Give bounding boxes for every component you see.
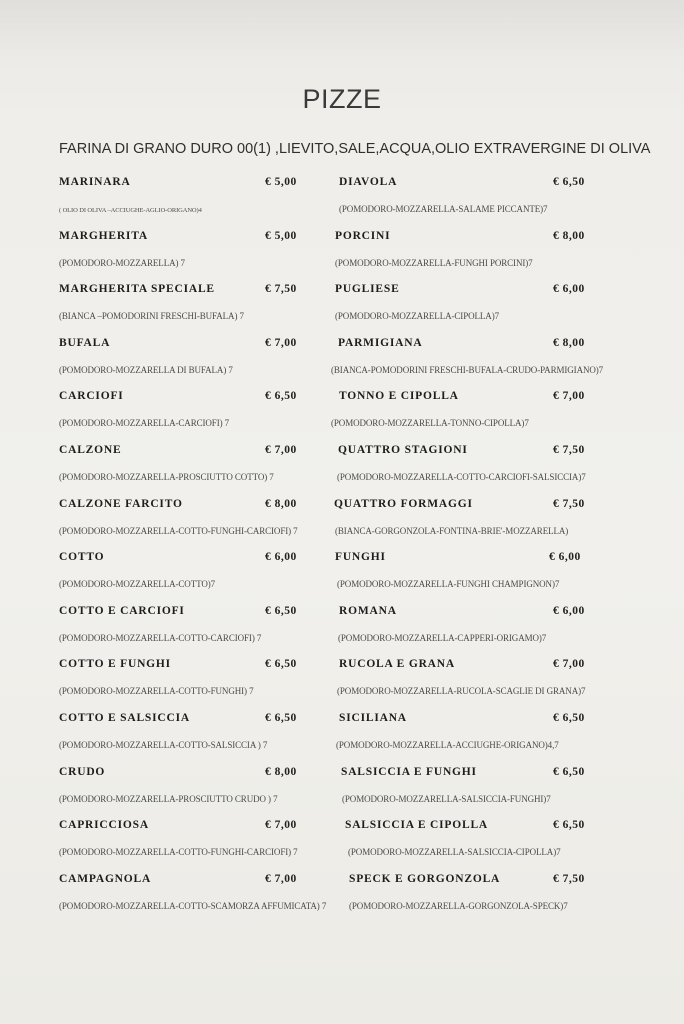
pizza-name: CAPRICCIOSA bbox=[59, 819, 149, 832]
pizza-name: ROMANA bbox=[339, 604, 397, 617]
pizza-price: € 7,00 bbox=[265, 443, 297, 456]
page-title: PIZZE bbox=[302, 84, 382, 114]
pizza-ingredients: (POMODORO-MOZZARELLA-COTTO-CARCIOFI-SALSICCIA)7 bbox=[337, 471, 586, 482]
menu-item bbox=[331, 277, 631, 331]
menu-item bbox=[59, 224, 309, 278]
menu-item bbox=[59, 867, 327, 921]
pizza-name: CARCIOFI bbox=[59, 390, 124, 403]
pizza-name: SPECK E GORGONZOLA bbox=[349, 872, 501, 885]
menu-item bbox=[331, 170, 631, 224]
pizza-price: € 7,50 bbox=[265, 283, 297, 296]
pizza-name: BUFALA bbox=[59, 336, 111, 349]
pizza-ingredients: (POMODORO-MOZZARELLA) 7 bbox=[59, 257, 185, 268]
pizza-ingredients: (POMODORO-MOZZARELLA-COTTO)7 bbox=[59, 579, 216, 590]
pizza-name: DIAVOLA bbox=[339, 176, 398, 188]
pizza-name: COTTO bbox=[59, 551, 105, 564]
pizza-ingredients: (POMODORO-MOZZARELLA-COTTO-FUNGHI) 7 bbox=[59, 686, 254, 697]
menu-item bbox=[331, 706, 631, 760]
pizza-price: € 6,50 bbox=[553, 711, 585, 724]
menu-item bbox=[59, 277, 309, 331]
menu-item bbox=[59, 492, 309, 546]
pizza-price: € 6,50 bbox=[553, 819, 585, 832]
pizza-name: COTTO E FUNGHI bbox=[59, 658, 171, 671]
pizza-ingredients: (POMODORO-MOZZARELLA-CAPPERI-ORIGAMO)7 bbox=[338, 632, 547, 643]
pizza-price: € 7,00 bbox=[265, 336, 297, 349]
menu-item bbox=[331, 331, 631, 385]
pizza-name: COTTO E SALSICCIA bbox=[59, 711, 190, 724]
pizza-price: € 6,00 bbox=[265, 551, 297, 564]
pizza-price: € 8,00 bbox=[265, 765, 297, 778]
pizza-price: € 7,50 bbox=[553, 872, 585, 885]
pizza-ingredients: ( OLIO DI OLIVA –ACCIUGHE-AGLIO-ORIGANO)4 bbox=[59, 207, 202, 214]
menu-item bbox=[59, 760, 309, 814]
pizza-name: COTTO E CARCIOFI bbox=[59, 604, 185, 617]
pizza-ingredients: (POMODORO-MOZZARELLA-PROSCIUTTO CRUDO ) 7 bbox=[59, 793, 278, 804]
menu-item bbox=[59, 331, 309, 385]
menu-item bbox=[59, 599, 309, 653]
dough-ingredients: FARINA DI GRANO DURO 00(1) ,LIEVITO,SALE,ACQUA,OLIO EXTRAVERGINE DI OLIVA bbox=[59, 141, 651, 157]
pizza-price: € 8,00 bbox=[553, 229, 585, 242]
menu-item bbox=[59, 170, 309, 224]
pizza-name: PUGLIESE bbox=[335, 283, 400, 296]
pizza-ingredients: (POMODORO-MOZZARELLA-CIPOLLA)7 bbox=[335, 311, 499, 322]
pizza-ingredients: (POMODORO-MOZZARELLA-COTTO-CARCIOFI) 7 bbox=[59, 632, 262, 643]
pizza-ingredients: (POMODORO-MOZZARELLA-FUNGHI PORCINI)7 bbox=[335, 257, 533, 268]
pizza-ingredients: (POMODORO-MOZZARELLA-RUCOLA-SCAGLIE DI GRANA)7 bbox=[337, 686, 586, 697]
pizza-price: € 6,00 bbox=[553, 604, 585, 617]
pizza-name: MARGHERITA SPECIALE bbox=[59, 283, 215, 296]
pizza-price: € 7,00 bbox=[265, 872, 297, 885]
pizza-ingredients: (POMODORO-MOZZARELLA-ACCIUGHE-ORIGANO)4,7 bbox=[336, 739, 559, 750]
menu-item bbox=[331, 438, 631, 492]
menu-item bbox=[331, 652, 631, 706]
menu-item bbox=[331, 760, 631, 814]
pizza-price: € 6,50 bbox=[265, 711, 297, 724]
pizza-name: CRUDO bbox=[59, 765, 106, 778]
left-column bbox=[59, 170, 327, 920]
pizza-ingredients: (POMODORO-MOZZARELLA-PROSCIUTTO COTTO) 7 bbox=[59, 471, 274, 482]
pizza-ingredients: (POMODORO-MOZZARELLA DI BUFALA) 7 bbox=[59, 364, 233, 375]
menu-item bbox=[331, 545, 631, 599]
pizza-ingredients: (POMODORO-MOZZARELLA-COTTO-FUNGHI-CARCIOFI) 7 bbox=[59, 525, 298, 536]
menu-item bbox=[331, 599, 631, 653]
menu-item bbox=[331, 867, 631, 921]
menu-item bbox=[59, 652, 309, 706]
pizza-ingredients: (POMODORO-MOZZARELLA-COTTO-SCAMORZA AFFUMICATA) 7 bbox=[59, 900, 327, 911]
pizza-ingredients: (BIANCA-GORGONZOLA-FONTINA-BRIE'-MOZZARELLA) bbox=[335, 525, 569, 536]
menu-item bbox=[59, 545, 309, 599]
pizza-name: TONNO E CIPOLLA bbox=[339, 390, 459, 403]
pizza-name: MARINARA bbox=[59, 176, 131, 188]
pizza-price: € 7,00 bbox=[553, 658, 585, 671]
pizza-name: RUCOLA E GRANA bbox=[339, 658, 455, 671]
pizza-ingredients: (POMODORO-MOZZARELLA-COTTO-FUNGHI-CARCIOFI) 7 bbox=[59, 847, 298, 858]
pizza-price: € 6,00 bbox=[553, 283, 585, 296]
pizza-name: SALSICCIA E CIPOLLA bbox=[345, 819, 489, 832]
pizza-price: € 7,50 bbox=[553, 497, 585, 510]
pizza-ingredients: (POMODORO-MOZZARELLA-CARCIOFI) 7 bbox=[59, 418, 230, 429]
pizza-ingredients: (POMODORO-MOZZARELLA-SALSICCIA-CIPOLLA)7 bbox=[348, 847, 561, 858]
pizza-price: € 8,00 bbox=[265, 497, 297, 510]
pizza-price: € 6,50 bbox=[265, 390, 297, 403]
pizza-ingredients: (POMODORO-MOZZARELLA-GORGONZOLA-SPECK)7 bbox=[349, 900, 568, 911]
pizza-price: € 6,50 bbox=[265, 658, 297, 671]
pizza-price: € 7,00 bbox=[553, 390, 585, 403]
pizza-price: € 7,00 bbox=[265, 819, 297, 832]
pizza-price: € 5,00 bbox=[265, 176, 297, 188]
menu-item bbox=[331, 224, 631, 278]
pizza-name: QUATTRO FORMAGGI bbox=[334, 497, 473, 510]
paper-shadow bbox=[0, 0, 684, 60]
menu-item bbox=[59, 438, 309, 492]
pizza-name: CALZONE bbox=[59, 443, 122, 456]
pizza-name: SALSICCIA E FUNGHI bbox=[341, 765, 477, 778]
pizza-name: MARGHERITA bbox=[59, 229, 148, 242]
pizza-price: € 5,00 bbox=[265, 229, 297, 242]
pizza-ingredients: (POMODORO-MOZZARELLA-TONNO-CIPOLLA)7 bbox=[331, 418, 529, 429]
pizza-ingredients: (BIANCA –POMODORINI FRESCHI-BUFALA) 7 bbox=[59, 311, 244, 322]
menu-item bbox=[59, 384, 309, 438]
menu-item bbox=[59, 813, 309, 867]
menu-item bbox=[331, 384, 631, 438]
pizza-ingredients: (POMODORO-MOZZARELLA-COTTO-SALSICCIA ) 7 bbox=[59, 739, 268, 750]
pizza-price: € 6,50 bbox=[265, 604, 297, 617]
menu-item bbox=[331, 813, 631, 867]
pizza-ingredients: (BIANCA-POMODORINI FRESCHI-BUFALA-CRUDO-PARMIGIANO)7 bbox=[331, 364, 604, 375]
pizza-ingredients: (POMODORO-MOZZARELLA-FUNGHI CHAMPIGNON)7 bbox=[337, 579, 560, 590]
pizza-name: FUNGHI bbox=[335, 551, 386, 564]
pizza-price: € 6,50 bbox=[553, 765, 585, 778]
pizza-name: PORCINI bbox=[335, 229, 391, 242]
pizza-ingredients: (POMODORO-MOZZARELLA-SALSICCIA-FUNGHI)7 bbox=[342, 793, 551, 804]
pizza-price: € 8,00 bbox=[553, 336, 585, 349]
pizza-name: CALZONE FARCITO bbox=[59, 497, 183, 510]
pizza-price: € 6,00 bbox=[549, 551, 581, 564]
menu-item bbox=[59, 706, 309, 760]
right-column bbox=[331, 170, 631, 920]
pizza-name: CAMPAGNOLA bbox=[59, 872, 152, 885]
pizza-ingredients: (POMODORO-MOZZARELLA-SALAME PICCANTE)7 bbox=[339, 204, 548, 214]
pizza-price: € 6,50 bbox=[553, 176, 585, 188]
menu-item bbox=[331, 492, 631, 546]
pizza-name: PARMIGIANA bbox=[338, 336, 423, 349]
pizza-name: SICILIANA bbox=[339, 711, 407, 724]
pizza-price: € 7,50 bbox=[553, 443, 585, 456]
pizza-name: QUATTRO STAGIONI bbox=[338, 443, 468, 456]
